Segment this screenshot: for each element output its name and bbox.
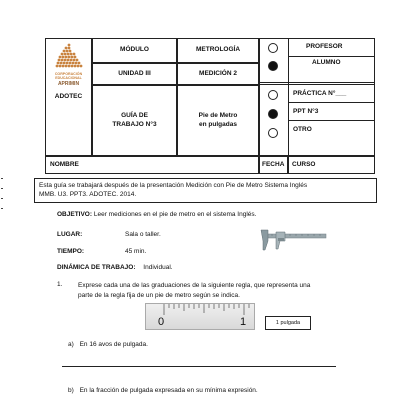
logo-org-line1: CORPORACIÓN <box>54 72 83 76</box>
item-a-text: En 16 avos de pulgada. <box>79 341 148 348</box>
intro-line2: MMB. U3. PPT3. ADOTEC. 2014. <box>39 191 137 199</box>
fecha-field[interactable] <box>259 156 288 174</box>
margin-marks <box>1 178 4 218</box>
intro-line1: Esta guía se trabajará después de la presentación Medición con Pie de Metro Sistema Inglés <box>39 182 308 189</box>
logo-org-line3: APRIMIN <box>57 80 80 87</box>
right-options-divider <box>259 82 375 85</box>
radio-ppt[interactable] <box>268 109 278 119</box>
aprimin-logo-icon <box>54 43 84 71</box>
ruler-legend <box>265 316 311 330</box>
option-practica-label: PRÁCTICA N°___ <box>293 90 347 97</box>
item-a-label: a) <box>68 341 74 348</box>
item-b <box>68 387 258 394</box>
question1-line2: parte de la regla fija de un pie de metro según se indica. <box>78 291 240 299</box>
lugar-value: Sala o taller. <box>125 231 161 238</box>
ruler-zero-label: 0 <box>158 316 165 328</box>
guia-label-line1: GUÍA DE <box>121 112 148 120</box>
logo-org-line2: EDUCACIONAL <box>55 76 82 81</box>
curso-field[interactable] <box>288 156 375 174</box>
dinamica-label: DINÁMICA DE TRABAJO: <box>57 264 136 271</box>
guia-label <box>92 85 177 156</box>
ruler <box>145 303 255 330</box>
radio-alumno[interactable] <box>268 61 278 71</box>
fecha-label: FECHA <box>262 160 285 168</box>
tiempo-value: 45 min. <box>125 248 147 255</box>
unidad-label: UNIDAD III <box>92 63 177 85</box>
option-row-divider <box>288 102 375 103</box>
modulo-value: METROLOGÍA <box>177 38 259 63</box>
guia-value <box>177 85 259 156</box>
question1-number: 1. <box>57 281 63 288</box>
ruler-one-label: 1 <box>240 316 247 328</box>
modulo-label: MÓDULO <box>92 38 177 63</box>
tiempo-label: TIEMPO: <box>57 248 85 255</box>
radio-profesor[interactable] <box>268 43 278 53</box>
question1-text <box>78 281 310 301</box>
ruler-legend-text: 1 pulgada <box>275 320 301 326</box>
caliper-icon <box>258 229 330 251</box>
option-row-divider <box>288 56 375 57</box>
logo-cell <box>45 38 92 156</box>
logo-name: ADOTEC <box>54 93 83 101</box>
item-b-label: b) <box>68 387 74 394</box>
item-b-text: En la fracción de pulgada expresada en su mínima expresión. <box>79 387 258 394</box>
option-row-divider <box>288 120 375 121</box>
guia-value-line1: Pie de Metro <box>198 112 238 120</box>
question1-line1: Exprese cada una de las graduaciones de la siguiente regla, que representa una <box>78 282 311 289</box>
radio-otro[interactable] <box>268 128 278 138</box>
option-ppt-label: PPT N°3 <box>293 108 319 115</box>
dinamica-value: Individual. <box>143 264 173 271</box>
item-a <box>68 341 148 348</box>
option-alumno-label: ALUMNO <box>312 59 341 66</box>
option-otro-label: OTRO <box>293 126 312 133</box>
lugar-label: LUGAR: <box>57 231 83 238</box>
option-profesor-label: PROFESOR <box>306 43 343 50</box>
guia-label-line2: TRABAJO N°3 <box>112 120 157 128</box>
curso-label: CURSO <box>292 160 316 168</box>
nombre-label: NOMBRE <box>50 160 79 168</box>
answer-line-a[interactable] <box>62 366 336 367</box>
unidad-value: MEDICIÓN 2 <box>177 63 259 85</box>
objetivo-text: Leer mediciones en el pie de metro en el sistema Inglés. <box>93 211 257 218</box>
dinamica-line <box>57 264 173 271</box>
radio-practica[interactable] <box>268 90 278 100</box>
nombre-field[interactable] <box>45 156 259 174</box>
guia-value-line2: en pulgadas <box>199 120 237 128</box>
objetivo-line <box>57 211 256 218</box>
intro-box <box>34 178 377 203</box>
objetivo-label: OBJETIVO: <box>57 211 93 218</box>
